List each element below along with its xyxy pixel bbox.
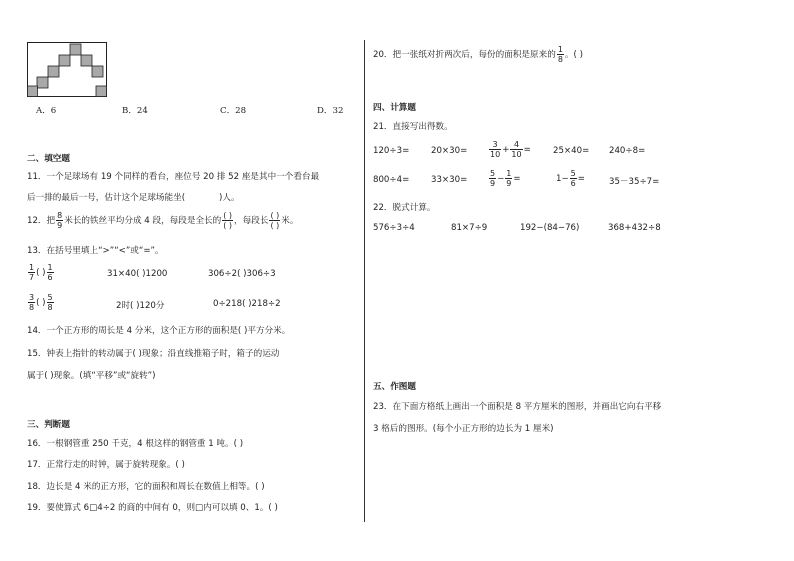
- question-21: 21．直接写出得数。: [373, 122, 453, 132]
- calc-item-fraction: $\frac{3}{10}$ + $\frac{4}{10}$ =: [490, 140, 531, 159]
- option-c: C．28: [220, 106, 247, 116]
- compare-row-1-fraction: $\frac{1}{7}$ ( ) $\frac{1}{6}$: [29, 263, 53, 282]
- section-heading-true-false: 三、判断题: [27, 420, 70, 430]
- calc-item: 25×40=: [553, 146, 590, 156]
- compare-row-1-c: 306÷2( )306÷3: [208, 269, 276, 279]
- question-19: 19．要使算式 6□4÷2 的商的中间有 0，则□内可以填 0、1。( ): [27, 503, 278, 513]
- question-11-line2: 后一排的最后一号，估计这个足球场能坐( )人。: [27, 193, 240, 203]
- section-heading-drawing: 五、作图题: [373, 382, 416, 392]
- question-15-line2: 属于( )现象。(填“平移”或“旋转”): [27, 371, 156, 381]
- expression-2: 81×7÷9: [451, 223, 488, 233]
- question-18: 18．边长是 4 米的正方形，它的面积和周长在数值上相等。( ): [27, 482, 265, 492]
- question-13: 13．在括号里填上“>”“<”或“=”。: [27, 246, 164, 256]
- section-heading-calculation: 四、计算题: [373, 103, 416, 113]
- option-d: D．32: [317, 106, 344, 116]
- calc-item-fraction: $\frac{5}{9}$ − $\frac{1}{9}$ =: [490, 169, 521, 188]
- question-23-line1: 23．在下面方格纸上画出一个面积是 8 平方厘米的图形，并画出它向右平移: [373, 402, 662, 412]
- expression-1: 576÷3÷4: [373, 223, 415, 233]
- calc-item: 800÷4=: [373, 175, 410, 185]
- question-14: 14．一个正方形的周长是 4 分米，这个正方形的面积是( )平方分米。: [27, 326, 291, 336]
- option-b: B．24: [122, 106, 148, 116]
- calc-item: 20×30=: [431, 146, 468, 156]
- expression-3: 192−(84−76): [520, 223, 580, 233]
- calc-item-fraction: 1− $\frac{5}{6}$ =: [556, 169, 585, 188]
- compare-row-2-fraction: $\frac{3}{8}$ ( ) $\frac{5}{8}$: [29, 293, 53, 312]
- section-heading-fill-blank: 二、填空题: [27, 154, 70, 164]
- column-divider: [364, 40, 365, 522]
- question-20: 20．把一张纸对折两次后，每份的面积是原来的 $\frac{1}{8}$ 。( ): [373, 45, 583, 64]
- calc-item: 33×30=: [431, 175, 468, 185]
- option-a: A．6: [36, 106, 57, 116]
- question-11-line1: 11．一个足球场有 19 个同样的看台，座位号 20 排 52 座是其中一个看台最: [27, 172, 320, 182]
- question-23-line2: 3 格后的图形。(每个小正方形的边长为 1 厘米): [373, 424, 554, 434]
- question-12: 12．把 $\frac{8}{9}$ 米长的铁丝平均分成 4 段，每段是全长的 $\frac{( )}{( )}$ ，每段长 $\frac{( )}{( )}$ 米。: [27, 211, 299, 230]
- expression-4: 368+432÷8: [608, 223, 661, 233]
- question-16: 16．一根钢管重 250 千克，4 根这样的钢管重 1 吨。( ): [27, 439, 244, 449]
- calc-item: 35－35÷7=: [609, 177, 660, 187]
- question-15-line1: 15．钟表上指针的转动属于( )现象；沿直线推箱子时，箱子的运动: [27, 349, 280, 359]
- question-17: 17．正常行走的时钟，属于旋转现象。( ): [27, 460, 185, 470]
- compare-row-2-c: 0÷218( )218÷2: [213, 299, 281, 309]
- compare-row-2-b: 2时( )120分: [116, 301, 165, 311]
- calc-item: 240÷8=: [609, 146, 646, 156]
- compare-row-1-b: 31×40( )1200: [107, 269, 168, 279]
- calc-item: 120÷3=: [373, 146, 410, 156]
- question-22: 22．脱式计算。: [373, 203, 436, 213]
- staircase-figure: [27, 42, 107, 98]
